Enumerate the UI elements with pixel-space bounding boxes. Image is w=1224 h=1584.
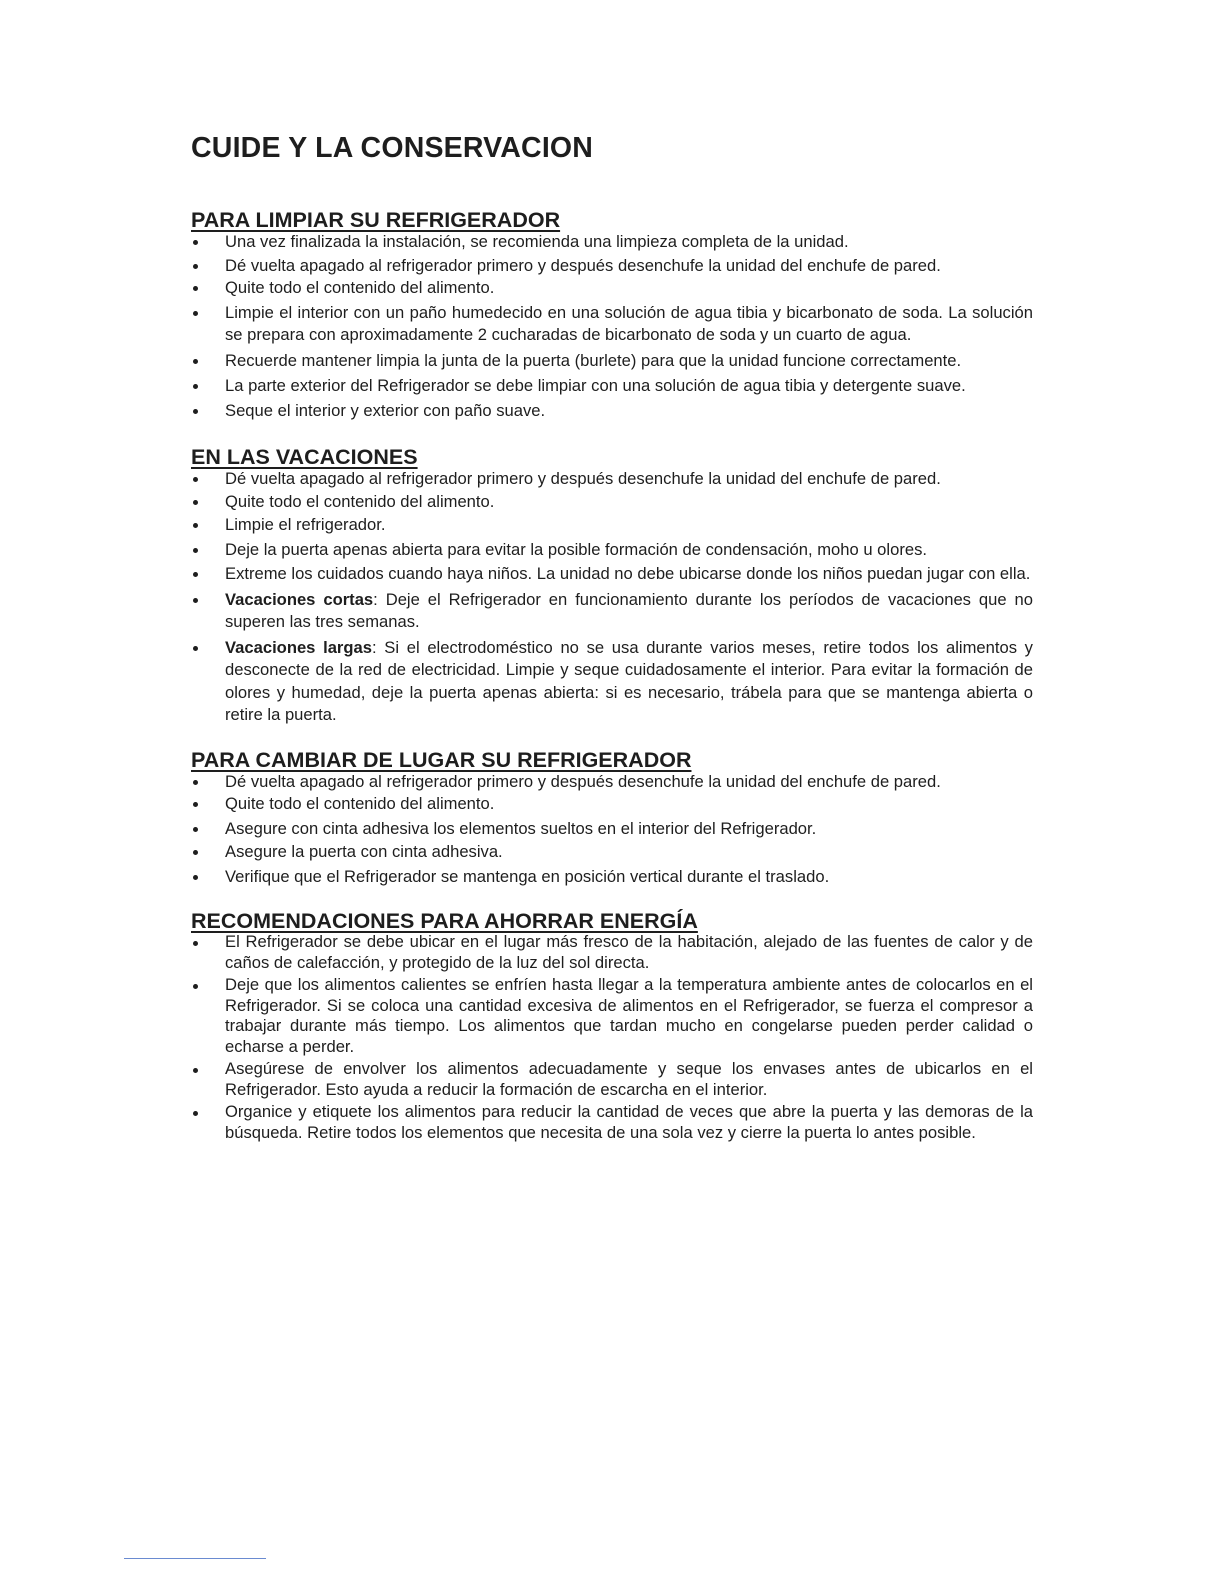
bullet-icon xyxy=(193,548,198,553)
list-item: Dé vuelta apagado al refrigerador primero y después desenchufe la unidad del enchufe de pared. xyxy=(191,255,1033,278)
list-item: Limpie el refrigerador. xyxy=(191,514,1033,537)
list-item: Asegure con cinta adhesiva los elementos sueltos en el interior del Refrigerador. xyxy=(191,818,1033,841)
bullet-icon xyxy=(193,941,198,946)
list-item: Deje que los alimentos calientes se enfríen hasta llegar a la temperatura ambiente antes de colocarlos en el Refrigerador. Si se coloca una cantidad excesiva de alimentos en el Refrigerador, se fuerza el compresor a trabajar durante más tiempo. Los alimentos que tardan mucho en congelarse pueden perder calidad o echarse a perder. xyxy=(191,975,1033,1057)
list-item: Quite todo el contenido del alimento. xyxy=(191,793,1033,816)
bullet-icon xyxy=(193,875,198,880)
bullet-icon xyxy=(193,572,198,577)
list-item: Organice y etiquete los alimentos para reducir la cantidad de veces que abre la puerta y las demoras de la búsqueda. Retire todos los elementos que necesita de una sola vez y cierre la puerta lo antes posible. xyxy=(191,1102,1033,1143)
list-item: Recuerde mantener limpia la junta de la puerta (burlete) para que la unidad funcione correctamente. xyxy=(191,350,1033,373)
bold-label: Vacaciones cortas xyxy=(225,589,374,609)
bullet-icon xyxy=(193,780,198,785)
bullet-icon xyxy=(193,598,198,603)
section-heading: EN LAS VACACIONES xyxy=(191,445,418,469)
bullet-icon xyxy=(193,311,198,316)
bullet-list xyxy=(191,468,1033,727)
bullet-list xyxy=(191,932,1033,1143)
list-item: Una vez finalizada la instalación, se recomienda una limpieza completa de la unidad. xyxy=(191,231,1033,254)
list-item: Deje la puerta apenas abierta para evitar la posible formación de condensación, moho u olores. xyxy=(191,539,1033,562)
list-item: Asegúrese de envolver los alimentos adecuadamente y seque los envases antes de ubicarlos en el Refrigerador. Esto ayuda a reducir la formación de escarcha en el interior. xyxy=(191,1059,1033,1100)
section-heading: RECOMENDACIONES PARA AHORRAR ENERGÍA xyxy=(191,909,698,933)
bullet-icon xyxy=(193,1111,198,1116)
bullet-list xyxy=(191,231,1033,422)
list-item: Dé vuelta apagado al refrigerador primero y después desenchufe la unidad del enchufe de pared. xyxy=(191,468,1033,491)
section-energy-saving xyxy=(191,908,1033,1143)
bullet-icon xyxy=(193,477,198,482)
list-item: La parte exterior del Refrigerador se debe limpiar con una solución de agua tibia y detergente suave. xyxy=(191,375,1033,398)
bullet-icon xyxy=(193,359,198,364)
bullet-icon xyxy=(193,523,198,528)
list-item: Verifique que el Refrigerador se mantenga en posición vertical durante el traslado. xyxy=(191,866,1033,889)
list-item: Seque el interior y exterior con paño suave. xyxy=(191,400,1033,423)
bullet-icon xyxy=(193,240,198,245)
section-heading: PARA LIMPIAR SU REFRIGERADOR xyxy=(191,208,561,232)
list-item: Asegure la puerta con cinta adhesiva. xyxy=(191,841,1033,864)
bullet-icon xyxy=(193,500,198,505)
list-item: Extreme los cuidados cuando haya niños. La unidad no debe ubicarse donde los niños puedan jugar con ella. xyxy=(191,563,1033,586)
list-item: El Refrigerador se debe ubicar en el lugar más fresco de la habitación, alejado de las fuentes de calor y de caños de calefacción, y protegido de la luz del sol directa. xyxy=(191,932,1033,973)
bullet-icon xyxy=(193,409,198,414)
document-title: CUIDE Y LA CONSERVACION xyxy=(191,132,594,164)
document-page xyxy=(191,128,1033,1143)
list-item: Quite todo el contenido del alimento. xyxy=(191,491,1033,514)
bullet-icon xyxy=(193,1068,198,1073)
list-item: Vacaciones cortas: Deje el Refrigerador en funcionamiento durante los períodos de vacaciones que no superen las tres semanas. xyxy=(191,589,1033,634)
bullet-icon xyxy=(193,264,198,269)
bullet-icon xyxy=(193,827,198,832)
bullet-icon xyxy=(193,984,198,989)
section-vacation xyxy=(191,444,1033,727)
footnote-divider xyxy=(124,1558,266,1559)
bullet-icon xyxy=(193,850,198,855)
list-item: Dé vuelta apagado al refrigerador primero y después desenchufe la unidad del enchufe de pared. xyxy=(191,771,1033,794)
section-heading: PARA CAMBIAR DE LUGAR SU REFRIGERADOR xyxy=(191,747,692,772)
list-item: Vacaciones largas: Si el electrodoméstico no se usa durante varios meses, retire todos los alimentos y desconecte de la red de electricidad. Limpie y seque cuidadosamente el interior. Para evitar la formación de olores y humedad, deje la puerta apenas abierta: si es necesario, trábela para que se mantenga abierta o retire la puerta. xyxy=(191,637,1033,727)
bullet-icon xyxy=(193,384,198,389)
bullet-list xyxy=(191,771,1033,889)
list-item: Limpie el interior con un paño humedecido en una solución de agua tibia y bicarbonato de soda. La solución se prepara con aproximadamente 2 cucharadas de bicarbonato de soda y un cuarto de agua. xyxy=(191,302,1033,347)
bullet-icon xyxy=(193,286,198,291)
bullet-icon xyxy=(193,646,198,651)
bold-label: Vacaciones largas xyxy=(225,637,372,657)
section-moving xyxy=(191,747,1033,889)
bullet-icon xyxy=(193,802,198,807)
section-cleaning xyxy=(191,207,1033,422)
list-item: Quite todo el contenido del alimento. xyxy=(191,277,1033,300)
